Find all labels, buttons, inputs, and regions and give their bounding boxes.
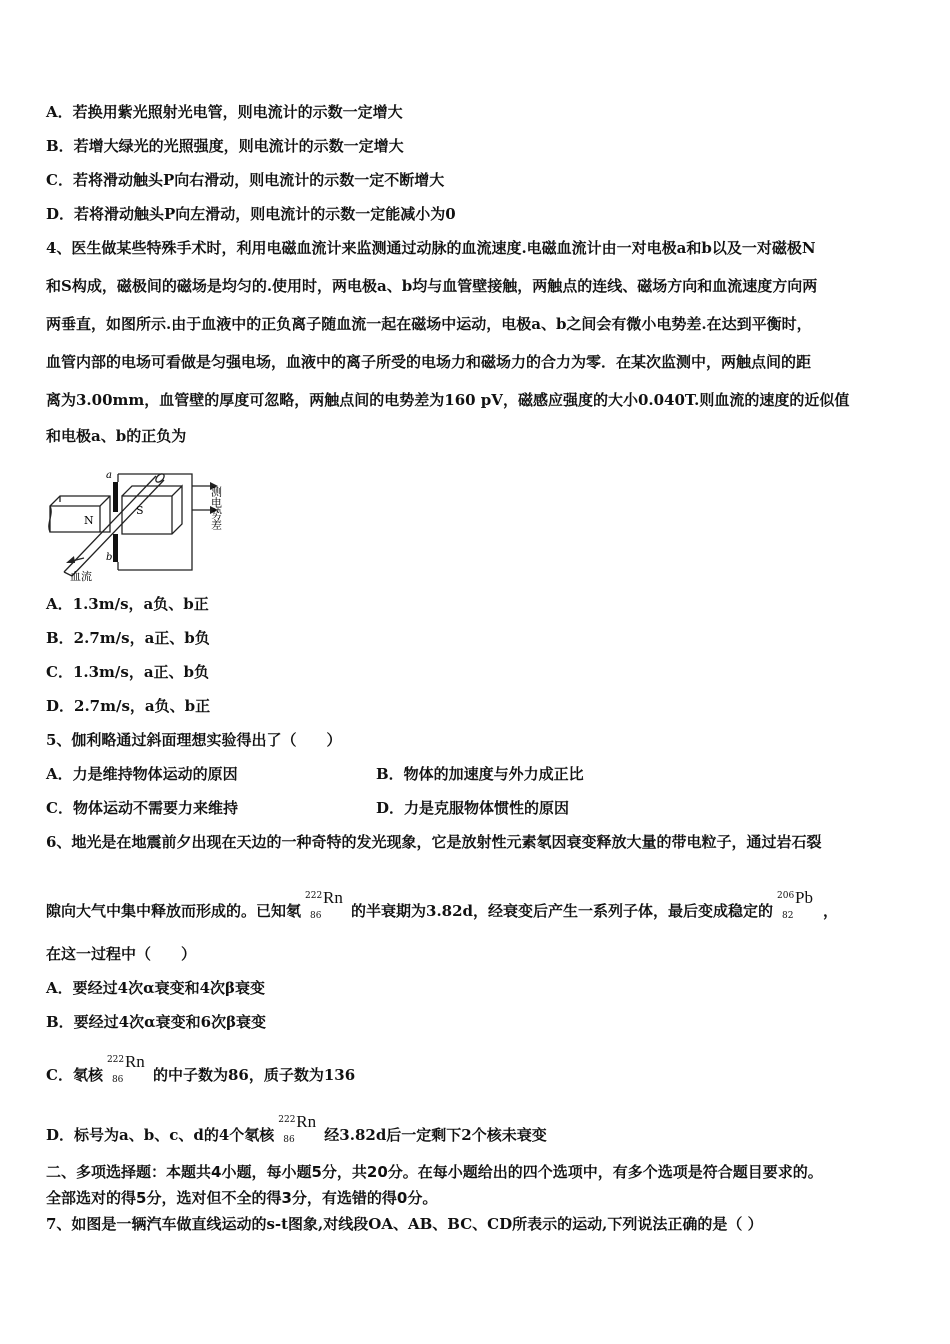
q4-stem-line: 两垂直，如图所示.由于血液中的正负离子随血流一起在磁场中运动，电极a、b之间会有微小电势差.在达到平衡时，	[46, 315, 812, 333]
q4-option-b: B．2.7m/s，a正、b负	[46, 629, 210, 647]
q6-stem-line3: 在这一过程中（ ）	[46, 945, 197, 963]
q5-option-b: B．物体的加速度与外力成正比	[376, 765, 584, 783]
q5-stem: 5、伽利略通过斜面理想实验得出了（ ）	[46, 731, 342, 749]
q3-option-d: D．若将滑动触头P向左滑动，则电流计的示数一定能减小为0	[46, 205, 456, 223]
magnet-s-label: S	[136, 504, 144, 517]
q3-option-b: B．若增大绿光的光照强度，则电流计的示数一定增大	[46, 137, 404, 155]
q3-option-a: A．若换用紫光照射光电管，则电流计的示数一定增大	[46, 103, 403, 121]
q6-stem-text: ，	[823, 902, 839, 920]
q6-stem-text: 隙向大气中集中释放而形成的。已知氡	[46, 902, 302, 920]
q4-stem-line: 离为3.00mm，血管壁的厚度可忽略，两触点间的电势差为160 pV，磁感应强度的大小0.040T.则血流的速度的近似值	[46, 391, 850, 409]
flowmeter-figure	[44, 462, 244, 582]
q3-option-c: C．若将滑动触头P向右滑动，则电流计的示数一定不断增大	[46, 171, 445, 189]
q4-option-a: A．1.3m/s，a负、b正	[46, 595, 209, 613]
q5-option-d: D．力是克服物体惯性的原因	[376, 799, 570, 817]
q4-option-c: C．1.3m/s，a正、b负	[46, 663, 210, 681]
q4-stem-line: 和S构成，磁极间的磁场是均匀的.使用时，两电极a、b均与血管壁接触，两触点的连线、磁场方向和血流速度方向两	[46, 277, 818, 295]
q4-stem-line: 4、医生做某些特殊手术时，利用电磁血流计来监测通过动脉的血流速度.电磁血流计由一对电极a和b以及一对磁极N	[46, 239, 816, 257]
section-2-instructions: 全部选对的得5分，选对但不全的得3分，有选错的得0分。	[46, 1189, 438, 1207]
q6-option-c: C．氡核 222 86 Rn 的中子数为86，质子数为136	[46, 1052, 356, 1085]
q6-option-a: A．要经过4次α衰变和4次β衰变	[46, 979, 266, 997]
section-2-heading: 二、多项选择题：本题共4小题，每小题5分，共20分。在每小题给出的四个选项中，有多个选项是符合题目要求的。	[46, 1163, 823, 1181]
electrode-a-label: a	[106, 470, 112, 481]
electrode-b-label: b	[106, 552, 113, 563]
q4-stem-line: 血管内部的电场可看做是匀强电场，血液中的离子所受的电场力和磁场力的合力为零．在某次监测中，两触点间的距	[46, 353, 812, 371]
q5-option-a: A．力是维持物体运动的原因	[46, 765, 238, 783]
q5-option-c: C．物体运动不需要力来维持	[46, 799, 238, 817]
radon-isotope: 222 86 Rn	[106, 1052, 145, 1085]
q7-stem: 7、如图是一辆汽车做直线运动的s-t图象,对线段OA、AB、BC、CD所表示的运动,下列说法正确的是（ ）	[46, 1215, 763, 1233]
q4-stem-line: 和电极a、b的正负为	[46, 427, 187, 445]
magnet-n-label: N	[84, 514, 94, 527]
q6-stem-line1: 6、地光是在地震前夕出现在天边的一种奇特的发光现象，它是放射性元素氡因衰变释放大量的带电粒子，通过岩石裂	[46, 833, 822, 851]
lead-isotope: 206 82 Pb	[777, 888, 814, 921]
q6-option-d: D．标号为a、b、c、d的4个氡核 222 86 Rn 经3.82d后一定剩下2个核未衰变	[46, 1112, 547, 1145]
q6-stem-line2	[46, 888, 839, 921]
radon-isotope: 222 86 Rn	[278, 1112, 317, 1145]
q6-stem-text: 的半衰期为3.82d，经衰变后产生一系列子体，最后变成稳定的	[351, 902, 774, 920]
radon-isotope: 222 86 Rn	[305, 888, 343, 921]
q6-option-b: B．要经过4次α衰变和6次β衰变	[46, 1013, 267, 1031]
q4-option-d: D．2.7m/s，a负、b正	[46, 697, 211, 715]
flow-label: 血流	[70, 570, 92, 582]
measure-label: 测电势差	[209, 486, 223, 530]
